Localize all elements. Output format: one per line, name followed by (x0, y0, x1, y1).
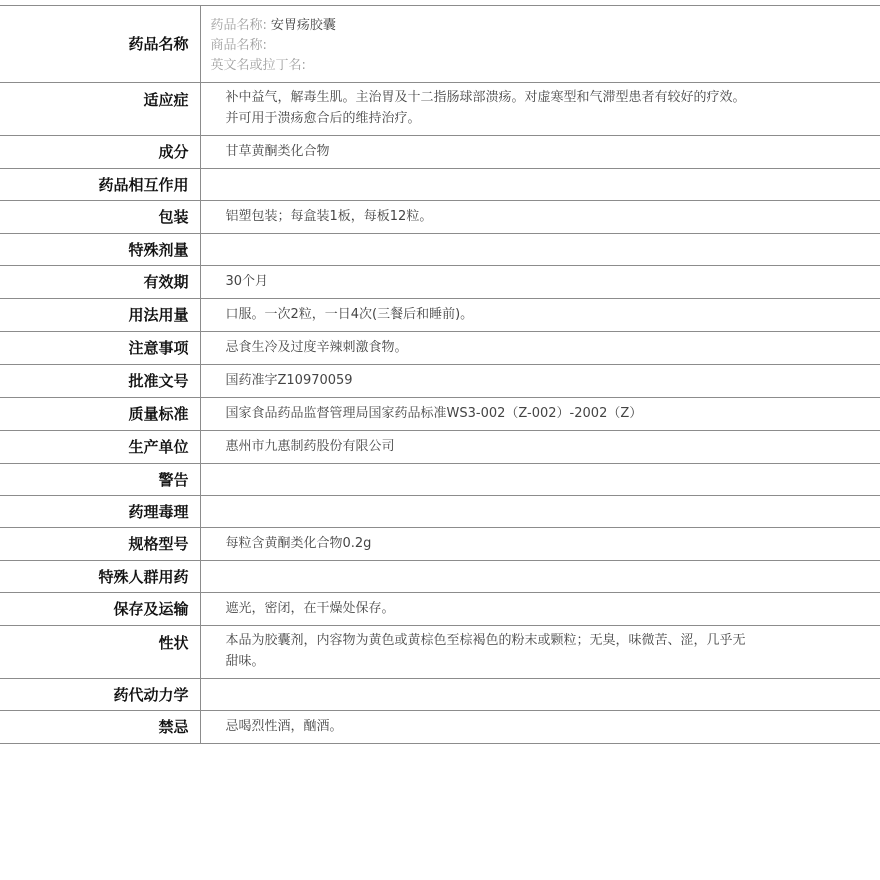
row-drug-name (0, 6, 880, 83)
row-value (200, 528, 880, 561)
row-value (200, 332, 880, 365)
row-label: 注意事项 (0, 332, 200, 365)
table-row (0, 431, 880, 464)
value-line: 国家食品药品监督管理局国家药品标准WS3-002（Z-002）-2002（Z） (225, 406, 643, 421)
value-line: 30个月 (225, 274, 269, 289)
value-line: 铝塑包装；每盒装1板，每板12粒。 (225, 209, 433, 224)
row-label: 用法用量 (0, 299, 200, 332)
row-value (200, 711, 880, 744)
value-line: 忌喝烈性酒，酗酒。 (225, 719, 343, 734)
value-line: 并可用于溃疡愈合后的维持治疗。 (225, 111, 421, 126)
row-value (200, 626, 880, 679)
generic-name-label: 药品名称: (210, 18, 267, 33)
value-line: 每粒含黄酮类化合物0.2g (225, 536, 372, 551)
row-label: 性状 (0, 626, 200, 679)
row-label: 特殊人群用药 (0, 561, 200, 593)
row-label: 有效期 (0, 266, 200, 299)
value-line: 甘草黄酮类化合物 (225, 144, 330, 159)
table-row (0, 332, 880, 365)
row-value (200, 136, 880, 169)
table-row (0, 561, 880, 593)
row-label: 批准文号 (0, 365, 200, 398)
table-row (0, 169, 880, 201)
table-row (0, 679, 880, 711)
table-row (0, 398, 880, 431)
row-value (200, 299, 880, 332)
row-value (200, 431, 880, 464)
row-value (200, 83, 880, 136)
value-line: 补中益气，解毒生肌。主治胃及十二指肠球部溃疡。对虚寒型和气滞型患者有较好的疗效。 (225, 90, 746, 105)
row-label: 药品名称 (0, 6, 200, 83)
value-line: 甜味。 (225, 654, 265, 669)
row-value (200, 266, 880, 299)
drug-info-body (0, 6, 880, 744)
row-label: 药理毒理 (0, 496, 200, 528)
row-label: 药代动力学 (0, 679, 200, 711)
table-row (0, 136, 880, 169)
table-row (0, 299, 880, 332)
value-line: 本品为胶囊剂，内容物为黄色或黄棕色至棕褐色的粉末或颗粒；无臭，味微苦、涩，几乎无 (225, 633, 746, 648)
table-row (0, 201, 880, 234)
row-label: 适应症 (0, 83, 200, 136)
row-label: 规格型号 (0, 528, 200, 561)
row-value (200, 679, 880, 711)
row-value (200, 365, 880, 398)
table-row (0, 464, 880, 496)
trade-name-label: 商品名称: (210, 38, 267, 53)
generic-name-line (211, 16, 880, 36)
drug-info-table (0, 5, 880, 744)
value-line: 口服。一次2粒，一日4次(三餐后和睡前)。 (225, 307, 474, 322)
row-label: 生产单位 (0, 431, 200, 464)
row-value (200, 593, 880, 626)
value-line: 遮光，密闭，在干燥处保存。 (225, 601, 395, 616)
row-value (200, 398, 880, 431)
row-value (200, 169, 880, 201)
value-line: 忌食生冷及过度辛辣刺激食物。 (225, 340, 408, 355)
table-row (0, 528, 880, 561)
table-row (0, 711, 880, 744)
english-name-label: 英文名或拉丁名: (210, 58, 306, 73)
row-label: 警告 (0, 464, 200, 496)
row-value (200, 561, 880, 593)
table-row (0, 234, 880, 266)
row-label: 药品相互作用 (0, 169, 200, 201)
drug-name-values (200, 6, 880, 83)
table-row (0, 593, 880, 626)
value-line: 惠州市九惠制药股份有限公司 (225, 439, 395, 454)
row-label: 包装 (0, 201, 200, 234)
table-row (0, 365, 880, 398)
row-label: 成分 (0, 136, 200, 169)
row-label: 保存及运输 (0, 593, 200, 626)
generic-name-value: 安胃疡胶囊 (270, 18, 336, 33)
row-value (200, 464, 880, 496)
row-value (200, 234, 880, 266)
row-value (200, 201, 880, 234)
row-label: 特殊剂量 (0, 234, 200, 266)
table-row (0, 83, 880, 136)
table-row (0, 626, 880, 679)
row-value (200, 496, 880, 528)
value-line: 国药准字Z10970059 (225, 373, 353, 388)
row-label: 质量标准 (0, 398, 200, 431)
row-label: 禁忌 (0, 711, 200, 744)
table-row (0, 496, 880, 528)
table-row (0, 266, 880, 299)
